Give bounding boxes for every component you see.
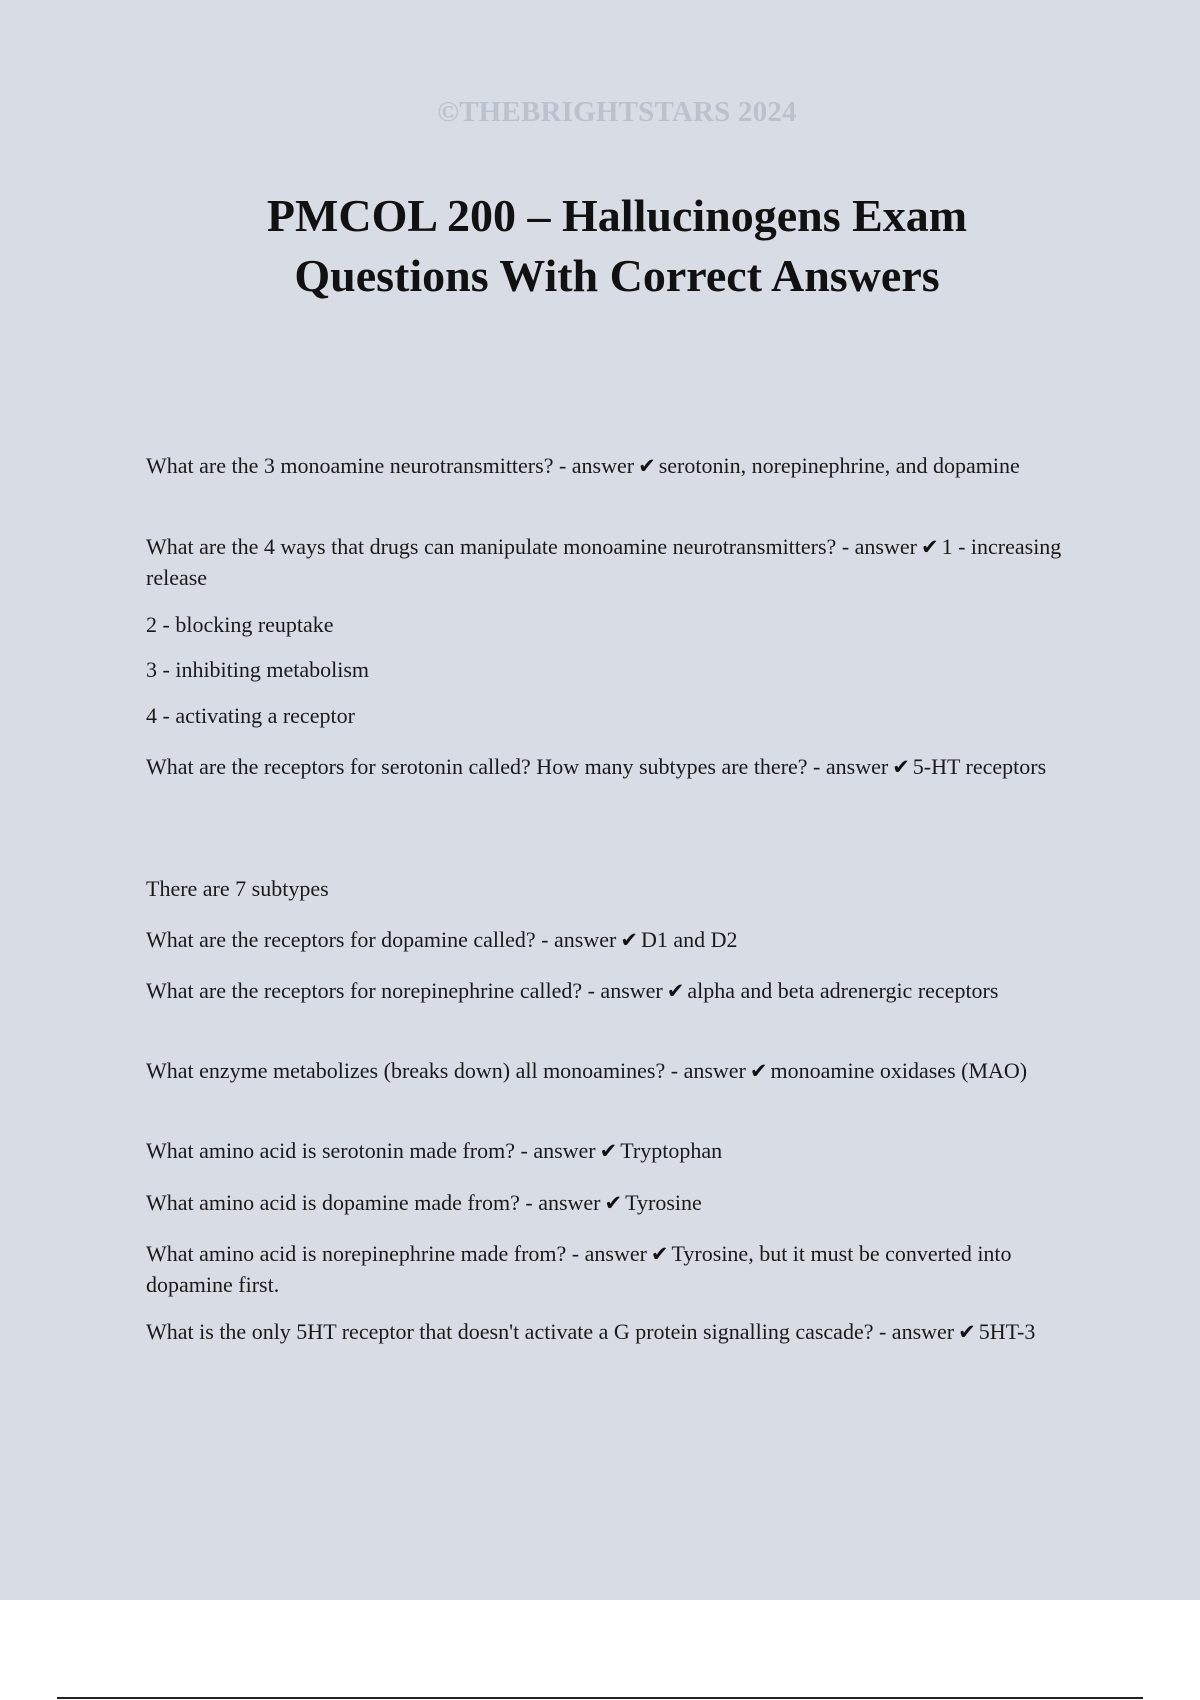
- watermark-text: ©THEBRIGHTSTARS 2024: [437, 96, 797, 128]
- question-text: What amino acid is serotonin made from? - answer: [146, 1138, 596, 1163]
- page-title: [0, 186, 1200, 306]
- qa-item: [146, 531, 1066, 593]
- question-text: What are the receptors for serotonin called? How many subtypes are there? - answer: [146, 754, 889, 779]
- question-text: What is the only 5HT receptor that doesn't activate a G protein signalling cascade? - answer: [146, 1319, 955, 1344]
- answer-text: alpha and beta adrenergic receptors: [687, 978, 999, 1003]
- answer-text: D1 and D2: [640, 927, 738, 952]
- qa-item: [146, 1238, 1066, 1300]
- checkmark-icon: ✔: [599, 1139, 618, 1163]
- answer-text: 5-HT receptors: [912, 754, 1047, 779]
- question-text: What amino acid is dopamine made from? - answer: [146, 1190, 601, 1215]
- question-text: What are the 3 monoamine neurotransmitters? - answer: [146, 453, 635, 478]
- answer-text: Tyrosine, but it must be converted into dopamine first.: [146, 1241, 1012, 1297]
- qa-item: [146, 450, 1066, 481]
- checkmark-icon: ✔: [638, 454, 656, 478]
- title-line-1: PMCOL 200 – Hallucinogens Exam: [266, 190, 968, 241]
- answer-text: Tyrosine: [625, 1190, 702, 1215]
- qa-item: [146, 975, 1066, 1006]
- question-text: What enzyme metabolizes (breaks down) all monoamines? - answer: [146, 1058, 746, 1083]
- question-text: What are the receptors for dopamine called? - answer: [146, 927, 617, 952]
- checkmark-icon: ✔: [892, 755, 910, 779]
- title-line-2: Questions With Correct Answers: [294, 250, 940, 301]
- answer-text: serotonin, norepinephrine, and dopamine: [658, 453, 1020, 478]
- checkmark-icon: ✔: [749, 1059, 768, 1083]
- answer-text: 5HT-3: [978, 1319, 1036, 1344]
- qa-item: [146, 1135, 1066, 1166]
- checkmark-icon: ✔: [666, 979, 685, 1003]
- checkmark-icon: ✔: [604, 1191, 623, 1215]
- list-item: 4 - activating a receptor: [146, 703, 355, 728]
- qa-item: [146, 751, 1066, 782]
- answer-text: Tryptophan: [620, 1138, 723, 1163]
- answer-text: monoamine oxidases (MAO): [770, 1058, 1028, 1083]
- qa-item: [146, 1316, 1066, 1347]
- question-text: What are the receptors for norepinephrine called? - answer: [146, 978, 663, 1003]
- qa-item: [146, 924, 1066, 955]
- question-text: What amino acid is norepinephrine made from? - answer: [146, 1241, 647, 1266]
- page-divider: [57, 1697, 1143, 1699]
- list-item: There are 7 subtypes: [146, 876, 329, 901]
- checkmark-icon: ✔: [920, 535, 939, 559]
- checkmark-icon: ✔: [958, 1320, 976, 1344]
- checkmark-icon: ✔: [650, 1242, 669, 1266]
- answer-text: 1 - increasing release: [146, 534, 1062, 590]
- list-item: 3 - inhibiting metabolism: [146, 657, 370, 682]
- qa-item: [146, 1187, 1066, 1218]
- checkmark-icon: ✔: [620, 928, 638, 952]
- question-text: What are the 4 ways that drugs can manipulate monoamine neurotransmitters? - answer: [146, 534, 917, 559]
- list-item: 2 - blocking reuptake: [146, 612, 334, 637]
- qa-item: [146, 1055, 1066, 1086]
